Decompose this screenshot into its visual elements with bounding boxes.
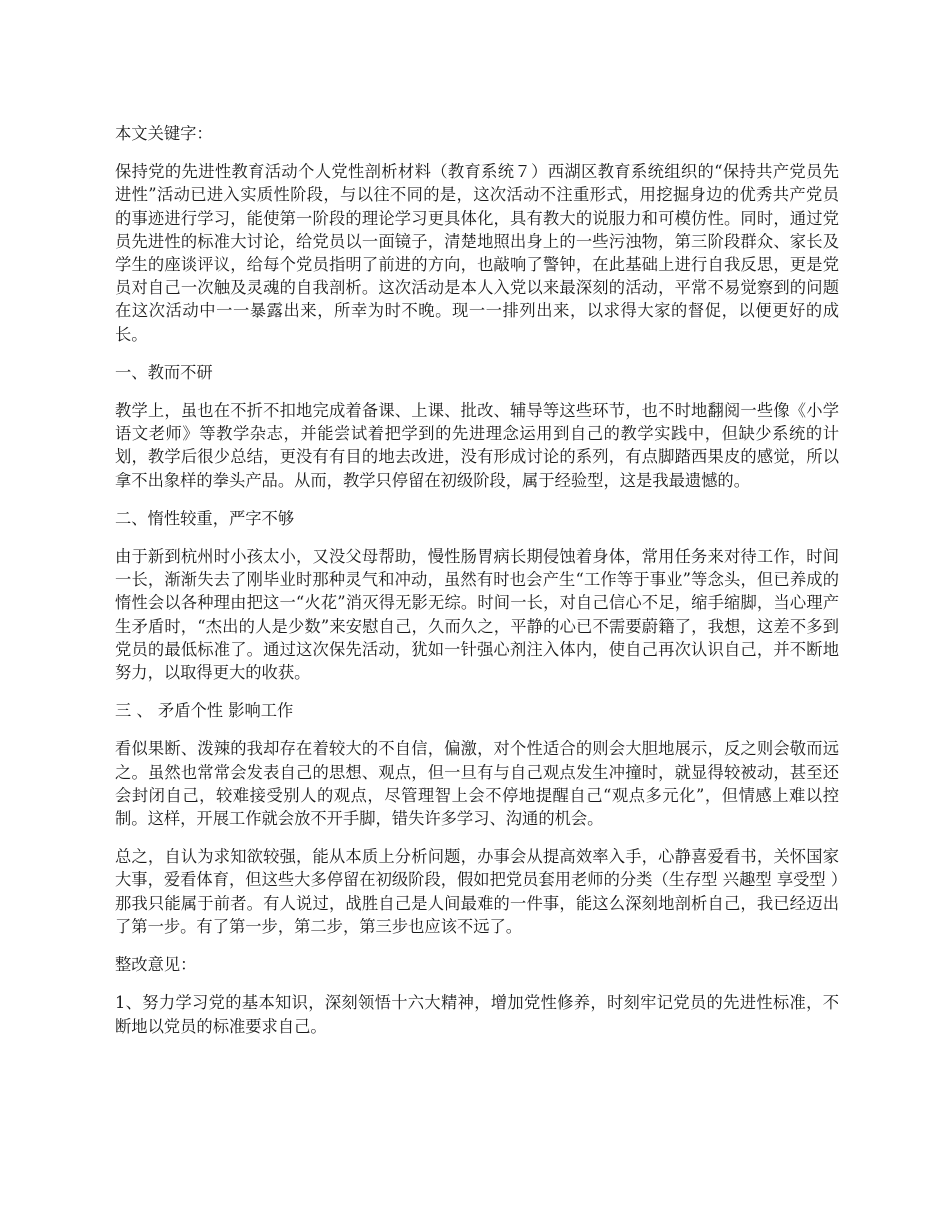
section-1-paragraph: 教学上，虽也在不折不扣地完成着备课、上课、批改、辅导等这些环节，也不时地翻阅一些像《小学语文老师》等教学杂志，并能尝试着把学到的先进理念运用到自己的教学实践中，但缺少系统的计划，教学后很少总结，更没有有目的地去改进，没有形成讨论的系列，有点脚踏西果皮的感觉，所以拿不出象样的拳头产品。从而，教学只停留在初级阶段，属于经验型，这是我最遗憾的。 [115, 401, 839, 490]
rectification-item-1: 1、努力学习党的基本知识，深刻领悟十六大精神，增加党性修养，时刻牢记党员的先进性标准，不断地以党员的标准要求自己。 [115, 993, 839, 1036]
section-2-paragraph: 由于新到杭州时小孩太小，又没父母帮助，慢性肠胃病长期侵蚀着身体，常用任务来对待工作，时间一长，渐渐失去了刚毕业时那种灵气和冲动，虽然有时也会产生“工作等于事业”等念头，但已养成的惰性会以各种理由把这一“火花”消灭得无影无综。时间一长，对自己信心不足，缩手缩脚，当心理产生矛盾时，“杰出的人是少数”来安慰自己，久而久之，平静的心已不需要蔚籍了，我想，这差不多到党员的最低标准了。通过这次保先活动，犹如一针强心剂注入体内，使自己再次认识自己，并不断地努力，以取得更大的收获。 [115, 547, 839, 683]
section-3-paragraph: 看似果断、泼辣的我却存在着较大的不自信，偏激，对个性适合的则会大胆地展示，反之则会敬而远之。虽然也常常会发表自己的思想、观点，但一旦有与自己观点发生冲撞时，就显得较被动，甚至还会封闭自己，较难接受别人的观点，尽管理智上会不停地提醒自己“观点多元化”，但情感上难以控制。这样，开展工作就会放不开手脚，错失许多学习、沟通的机会。 [115, 739, 839, 829]
rectification-heading: 整改意见： [115, 955, 197, 975]
document-page [115, 122, 839, 1053]
section-heading-1: 一、教而不研 [115, 362, 213, 382]
section-heading-3: 三 、 矛盾个性 影响工作 [115, 701, 294, 721]
keywords-label: 本文关键字： [115, 124, 213, 143]
intro-paragraph: 保持党的先进性教育活动个人党性剖析材料（教育系统７）西湖区教育系统组织的“保持共产党员先进性”活动已进入实质性阶段，与以往不同的是，这次活动不注重形式，用挖掘身边的优秀共产党员的事迹进行学习，能使第一阶段的理论学习更具体化，具有教大的说服力和可模仿性。同时，通过党员先进性的标准大讨论，给党员以一面镜子，清楚地照出身上的一些污浊物，第三阶段群众、家长及学生的座谈评议，给每个党员指明了前进的方向，也敲响了警钟，在此基础上进行自我反思，更是党员对自己一次触及灵魂的自我剖析。这次活动是本人入党以来最深刻的活动，平常不易觉察到的问题在这次活动中一一暴露出来，所幸为时不晚。现一一排列出来，以求得大家的督促，以便更好的成长。 [115, 162, 839, 344]
section-heading-2: 二、惰性较重，严字不够 [115, 508, 295, 528]
summary-paragraph: 总之，自认为求知欲较强，能从本质上分析问题，办事会从提高效率入手，心静喜爱看书，关怀国家大事，爱看体育，但这些大多停留在初级阶段，假如把党员套用老师的分类（生存型 兴趣型 享受型 ）那我只能属于前者。有人说过，战胜自己是人间最难的一件事，能这么深刻地剖析自己，我已经迈出了第一步。有了第一步，第二步，第三步也应该不远了。 [115, 847, 839, 936]
